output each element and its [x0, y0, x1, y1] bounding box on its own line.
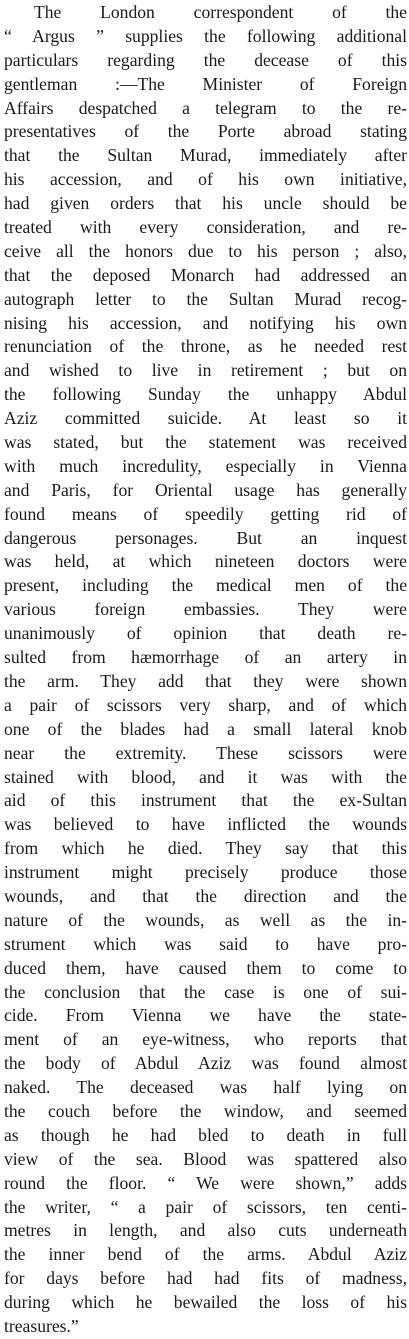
article-line: the couch before the window, and seemed — [4, 1100, 407, 1121]
article-line: the arm. They add that they were shown — [4, 670, 407, 691]
article-line: Aziz committed suicide. At least so it — [4, 408, 407, 429]
article-line: “ Argus ” supplies the following additional — [4, 25, 407, 46]
article-line: presentatives of the Porte abroad stating — [4, 121, 407, 142]
article-line: the conclusion that the case is one of sui- — [4, 981, 407, 1002]
article-line: sulted from hæmorrhage of an artery in — [4, 647, 407, 668]
article-line: ment of an eye-witness, who reports that — [4, 1029, 407, 1050]
article-line: and wished to live in retirement ; but on — [4, 360, 407, 381]
article-line: that the deposed Monarch had addressed an — [4, 264, 407, 285]
article-line: and Paris, for Oriental usage has generally — [4, 479, 407, 500]
article-line: had given orders that his uncle should be — [4, 193, 407, 214]
article-line: present, including the medical men of the — [4, 575, 407, 596]
article-line: near the extremity. These scissors were — [4, 742, 407, 763]
article-line: duced them, have caused them to come to — [4, 957, 407, 978]
article-line: as though he had bled to death in full — [4, 1124, 407, 1145]
article-line: round the floor. “ We were shown,” adds — [4, 1172, 407, 1193]
article-line: gentleman :—The Minister of Foreign — [4, 73, 407, 94]
article-line: the body of Abdul Aziz was found almost — [4, 1053, 407, 1074]
article-line: his accession, and of his own initiative, — [4, 169, 407, 190]
article-line: with much incredulity, especially in Vienna — [4, 455, 407, 476]
article-line: during which he bewailed the loss of his — [4, 1292, 407, 1313]
article-line: stained with blood, and it was with the — [4, 766, 407, 787]
article-line: found means of speedily getting rid of — [4, 503, 407, 524]
article-line: for days before had had fits of madness, — [4, 1268, 407, 1289]
article-line: autograph letter to the Sultan Murad recog- — [4, 288, 407, 309]
article-line: ceive all the honors due to his person ; also, — [4, 240, 407, 261]
article-line: Affairs despatched a telegram to the re- — [4, 97, 407, 118]
article-line: the following Sunday the unhappy Abdul — [4, 384, 407, 405]
article-line: dangerous personages. But an inquest — [4, 527, 407, 548]
article-line: nature of the wounds, as well as the in- — [4, 909, 407, 930]
article-line: a pair of scissors very sharp, and of which — [4, 694, 407, 715]
article-line: unanimously of opinion that death re- — [4, 623, 407, 644]
article-line: one of the blades had a small lateral knob — [4, 718, 407, 739]
article-line: the inner bend of the arms. Abdul Aziz — [4, 1244, 407, 1265]
article-line: metres in length, and also cuts underneath — [4, 1220, 407, 1241]
article-line: was held, at which nineteen doctors were — [4, 551, 407, 572]
article-line: instrument might precisely produce those — [4, 862, 407, 883]
article-line: was believed to have inflicted the wounds — [4, 814, 407, 835]
article-line: aid of this instrument that the ex-Sultan — [4, 790, 407, 811]
article-paragraph — [4, 1, 407, 1339]
article-line: view of the sea. Blood was spattered also — [4, 1148, 407, 1169]
news-article — [4, 1, 407, 1339]
article-line: treated with every consideration, and re- — [4, 217, 407, 238]
article-line: The London correspondent of the — [34, 2, 407, 22]
article-line: renunciation of the throne, as he needed rest — [4, 336, 407, 357]
article-line: was stated, but the statement was received — [4, 432, 407, 453]
article-line: various foreign embassies. They were — [4, 599, 407, 620]
article-line: nising his accession, and notifying his own — [4, 312, 407, 333]
article-line: strument which was said to have pro- — [4, 933, 407, 954]
article-line: the writer, “ a pair of scissors, ten centi- — [4, 1196, 407, 1217]
article-line: cide. From Vienna we have the state- — [4, 1005, 407, 1026]
article-line: from which he died. They say that this — [4, 838, 407, 859]
article-line: naked. The deceased was half lying on — [4, 1077, 407, 1098]
article-line: particulars regarding the decease of this — [4, 49, 407, 70]
article-line: treasures.” — [4, 1315, 79, 1336]
article-line: wounds, and that the direction and the — [4, 885, 407, 906]
article-line: that the Sultan Murad, immediately after — [4, 145, 407, 166]
